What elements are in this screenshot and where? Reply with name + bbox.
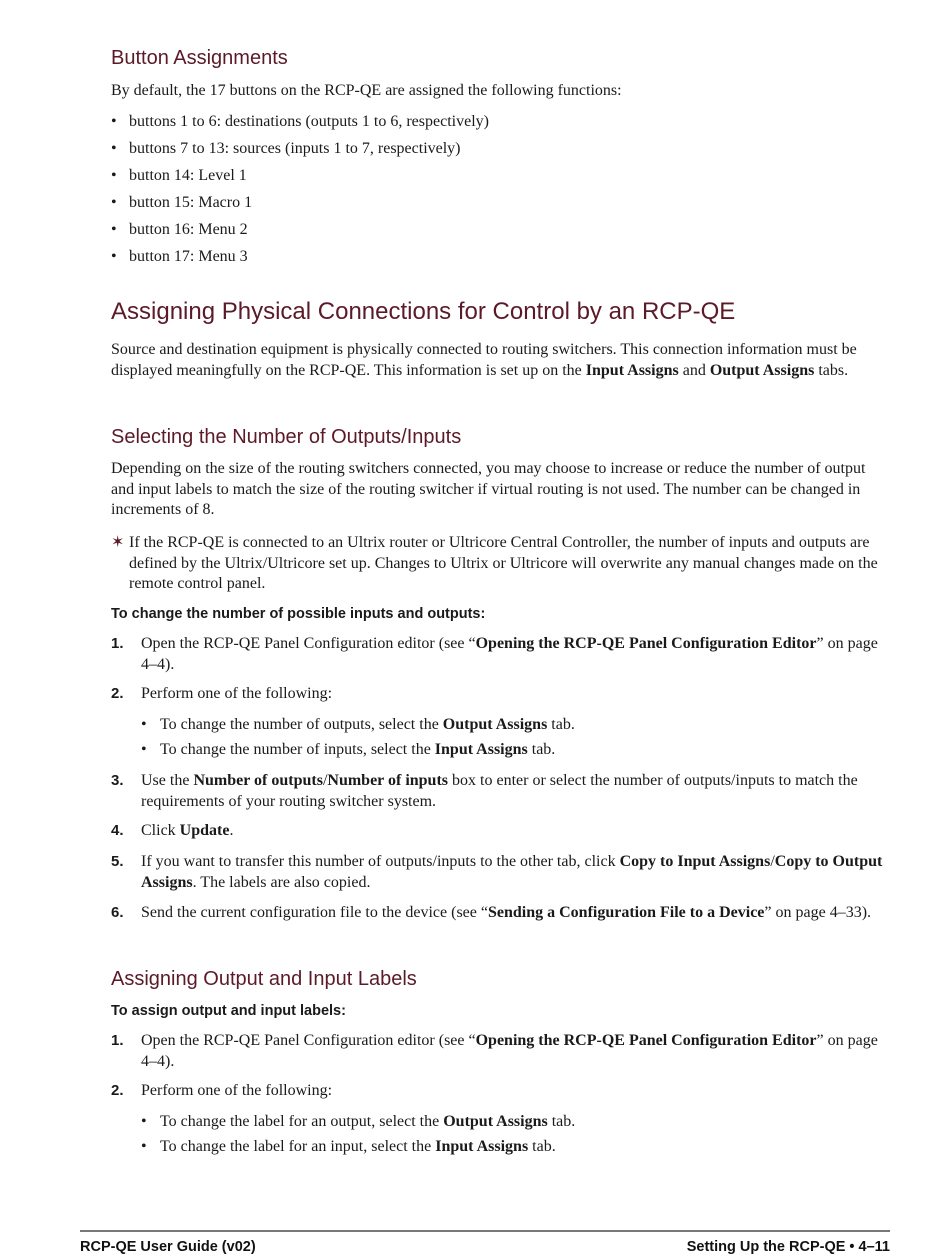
- procedure-step: 1. Open the RCP-QE Panel Configuration editor (see “Opening the RCP-QE Panel Configuration Editor” on page 4–4).: [111, 1032, 878, 1070]
- step-number: 5.: [111, 853, 124, 870]
- bullet-icon: •: [111, 140, 117, 157]
- bullet-icon: •: [141, 1138, 147, 1155]
- procedure-step: 6. Send the current configuration file to the device (see “Sending a Configuration File to a Device” on page 4–33).: [111, 903, 891, 924]
- procedure-step: 2. Perform one of the following:: [111, 684, 891, 705]
- bullet-icon: •: [111, 221, 117, 238]
- bullet-icon: •: [111, 194, 117, 211]
- step-number: 2.: [111, 685, 124, 702]
- bullet-icon: •: [141, 716, 147, 733]
- note-text: If the RCP-QE is connected to an Ultrix router or Ultricore Central Controller, the number of inputs and outputs are defined by the Ultrix/Ultricore set up. Changes to Ultrix or Ultricore will overwrite any manual changes made on the remote control panel.: [129, 534, 878, 592]
- bullet-icon: •: [111, 113, 117, 130]
- procedure-step: 3. Use the Number of outputs/Number of inputs box to enter or select the number of outputs/inputs to match the requirements of your routing switcher system.: [111, 772, 858, 810]
- bullet-icon: •: [141, 741, 147, 758]
- procedure-step: 2. Perform one of the following:: [111, 1081, 891, 1102]
- procedure-title: To assign output and input labels:: [111, 1003, 346, 1019]
- step-number: 4.: [111, 822, 124, 839]
- button-assignments-intro: By default, the 17 buttons on the RCP-QE are assigned the following functions:: [111, 82, 622, 99]
- procedure-step: 5. If you want to transfer this number of outputs/inputs to the other tab, click Copy to Input Assigns/Copy to Output Assigns. The labels are also copied.: [111, 853, 883, 891]
- step-number: 2.: [111, 1082, 124, 1099]
- footer-page-info: Setting Up the RCP-QE • 4–11: [686, 1239, 890, 1255]
- bullet-icon: •: [111, 167, 117, 184]
- section-heading-button-assignments: Button Assignments: [111, 47, 288, 69]
- procedure-step: 4. Click Update.: [111, 821, 891, 842]
- bullet-icon: •: [141, 1113, 147, 1130]
- assigning-physical-paragraph: Source and destination equipment is physically connected to routing switchers. This connection information must be displayed meaningfully on the RCP-QE. This information is set up on the Input Assigns and Output Assigns tabs.: [111, 341, 857, 379]
- step-number: 1.: [111, 1032, 124, 1049]
- step-number: 3.: [111, 772, 124, 789]
- step-number: 1.: [111, 635, 124, 652]
- footer-document-title: RCP-QE User Guide (v02): [80, 1239, 256, 1255]
- section-heading-selecting-number: Selecting the Number of Outputs/Inputs: [111, 426, 462, 448]
- section-heading-assigning-physical-connections: Assigning Physical Connections for Control by an RCP-QE: [111, 298, 736, 325]
- note-star-icon: ✶: [111, 534, 125, 551]
- step-number: 6.: [111, 904, 124, 921]
- section-heading-assigning-labels: Assigning Output and Input Labels: [111, 968, 417, 990]
- procedure-title: To change the number of possible inputs and outputs:: [111, 606, 486, 622]
- footer-divider: [80, 1230, 890, 1232]
- selecting-number-paragraph: Depending on the size of the routing switchers connected, you may choose to increase or reduce the number of output and input labels to match the size of the routing switcher if virtual routing is not used. The number can be changed in increments of 8.: [111, 460, 866, 518]
- bullet-icon: •: [111, 248, 117, 265]
- procedure-step: 1. Open the RCP-QE Panel Configuration editor (see “Opening the RCP-QE Panel Configuration Editor” on page 4–4).: [111, 635, 878, 673]
